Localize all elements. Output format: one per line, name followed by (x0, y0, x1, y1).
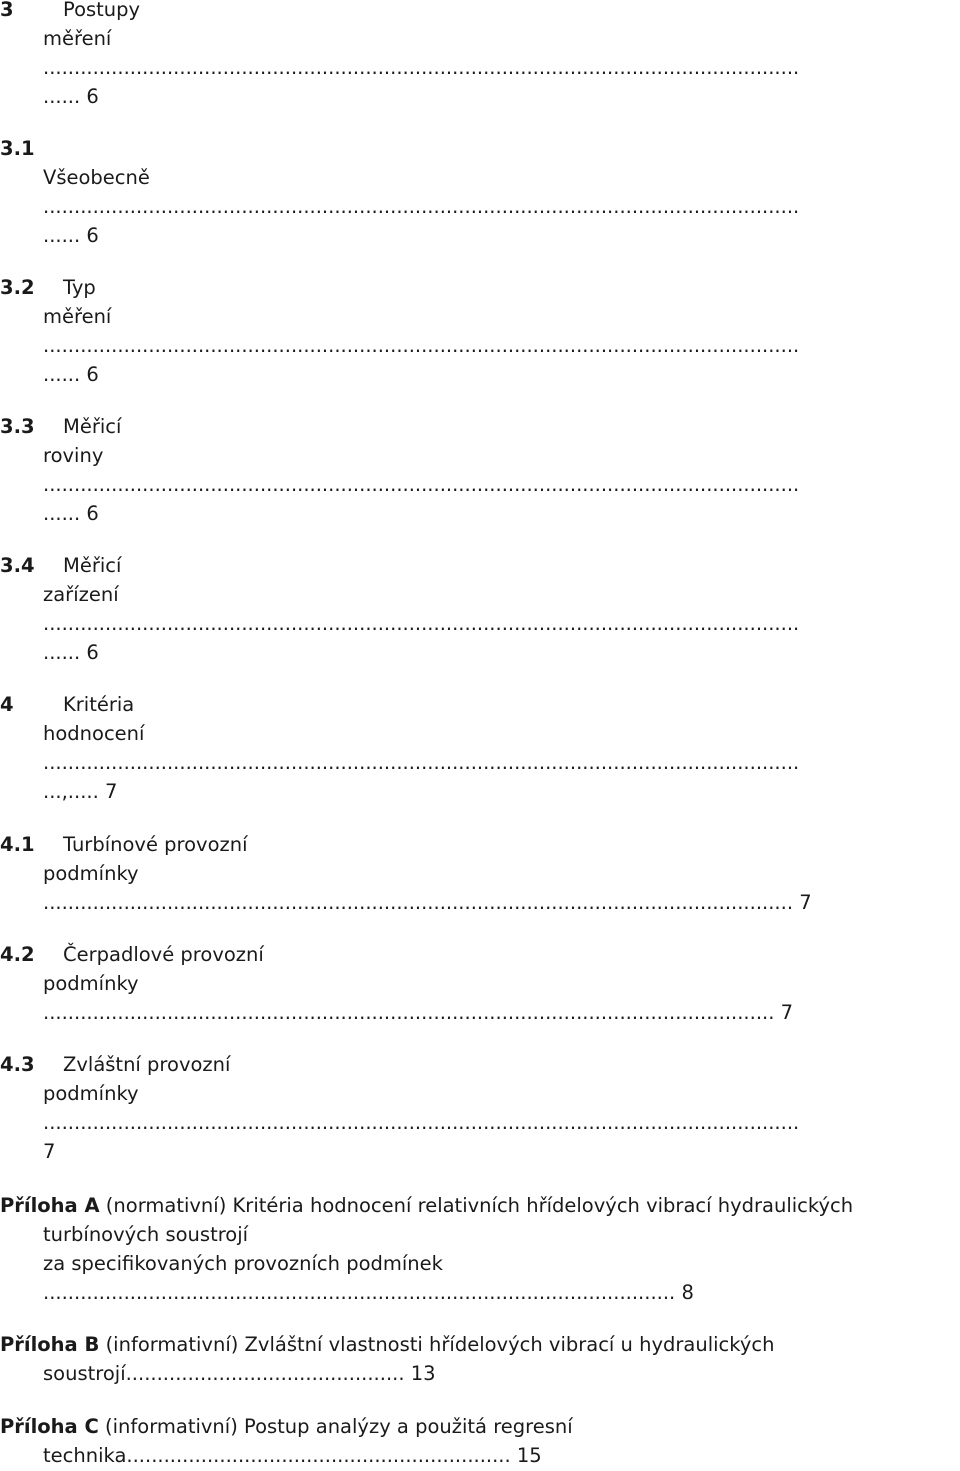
toc-entry-title-cont: podmínky (43, 862, 139, 885)
toc-entry-number: 4.2 (0, 943, 35, 966)
annex-c-title-cont: technika.............................................................. 15 (43, 1444, 542, 1467)
annex-c-line (0, 1412, 573, 1442)
toc-page-number: ...... 6 (43, 502, 99, 525)
toc-leader-dots: .......................................................................................................................... (43, 195, 800, 218)
toc-page-number: ...... 6 (43, 363, 99, 386)
toc-entry-title-cont: Všeobecně (43, 166, 150, 189)
toc-entry-number: 3.2 (0, 276, 35, 299)
toc-leader-dots: ......................................................................................................................... 7 (43, 891, 812, 914)
toc-leader-dots: .......................................................................................................................... (43, 334, 800, 357)
annex-b-line (0, 1330, 774, 1360)
annex-a-title-cont: turbínových soustrojí (43, 1223, 249, 1246)
toc-page-number: ...... 6 (43, 641, 99, 664)
annex-c-label: Příloha C (0, 1415, 99, 1438)
toc-entry-title-cont: podmínky (43, 1082, 139, 1105)
annex-a-title: (normativní) Kritéria hodnocení relativních hřídelových vibrací hydraulických (99, 1194, 854, 1217)
annex-b-title: (informativní) Zvláštní vlastnosti hřídelových vibrací u hydraulických (99, 1333, 775, 1356)
toc-entry-title: Měřicí (63, 554, 122, 577)
toc-entry-title-cont: hodnocení (43, 722, 145, 745)
annex-a-line (0, 1191, 853, 1221)
toc-entry-title-cont: měření (43, 305, 112, 328)
toc-entry-number: 3 (0, 0, 14, 21)
toc-entry-title: Kritéria (63, 693, 135, 716)
toc-page-number: ...,..... 7 (43, 780, 118, 803)
toc-entry-title: Čerpadlové provozní (63, 943, 264, 966)
toc-leader-dots: .......................................................................................................................... (43, 751, 800, 774)
toc-page-number: ...... 6 (43, 85, 99, 108)
toc-leader-dots: .......................................................................................................................... (43, 473, 800, 496)
toc-leader-dots: ...................................................................................................................... 7 (43, 1001, 794, 1024)
annex-a-label: Příloha A (0, 1194, 100, 1217)
toc-entry-number: 4.3 (0, 1053, 35, 1076)
annex-a-leader: ...................................................................................................... 8 (43, 1281, 694, 1304)
toc-entry-title: Měřicí (63, 415, 122, 438)
toc-page-number: 7 (43, 1140, 56, 1163)
toc-entry-title: Zvláštní provozní (63, 1053, 231, 1076)
toc-entry-number: 3.1 (0, 137, 35, 160)
toc-entry-title-cont: podmínky (43, 972, 139, 995)
toc-entry-title-cont: roviny (43, 444, 104, 467)
toc-leader-dots: .......................................................................................................................... (43, 612, 800, 635)
toc-entry-title: Turbínové provozní (63, 833, 248, 856)
toc-entry-number: 3.3 (0, 415, 35, 438)
toc-entry-title-cont: zařízení (43, 583, 119, 606)
annex-c-title: (informativní) Postup analýzy a použitá regresní (98, 1415, 573, 1438)
toc-entry-title: Postupy (63, 0, 141, 21)
toc-entry-title-cont: měření (43, 27, 112, 50)
annex-b-label: Příloha B (0, 1333, 100, 1356)
annex-b-title-cont: soustrojí............................................. 13 (43, 1362, 436, 1385)
toc-entry-number: 4.1 (0, 833, 35, 856)
toc-leader-dots: .......................................................................................................................... (43, 1111, 800, 1134)
toc-entry-number: 4 (0, 693, 14, 716)
toc-page-number: ...... 6 (43, 224, 99, 247)
toc-entry-number: 3.4 (0, 554, 35, 577)
toc-leader-dots: .......................................................................................................................... (43, 56, 800, 79)
toc-entry-title: Typ (63, 276, 96, 299)
annex-a-title-cont: za specifikovaných provozních podmínek (43, 1252, 443, 1275)
